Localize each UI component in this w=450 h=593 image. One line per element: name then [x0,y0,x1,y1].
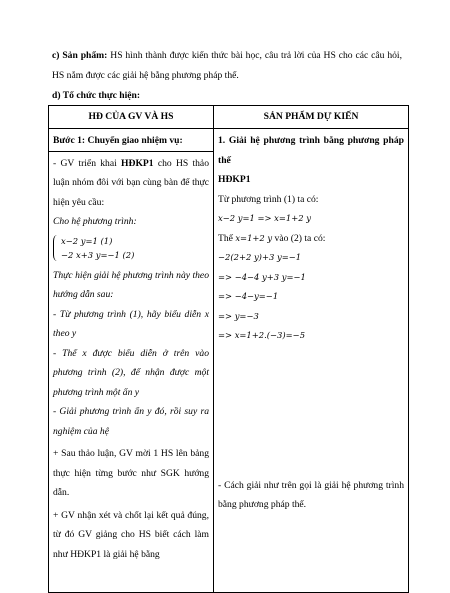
solution-math-5: => y=−3 [218,310,259,321]
solution-line-2: Thế x=1+2 y vào (2) ta có: [218,232,326,244]
hint-2: - Thế x được biểu diễn ở trên vào phương trình (2), để nhận được một phương trình một ẩn y [53,347,209,398]
teacher-student-cell [49,129,214,593]
equation-2: −2 x+3 y=−1 (2) [61,249,135,260]
solution-line-1: Từ phương trình (1) ta có: [218,193,319,205]
hint-1: - Từ phương trình (1), hãy biểu diễn x theo y [53,308,209,339]
col1-header: HĐ CỦA GV VÀ HS [49,106,214,129]
solution-math-3: => −4−4 y+3 y=−1 [218,271,306,282]
task-intro: - GV triển khai HĐKP1 cho HS thảo luận nhóm đôi với bạn cùng bàn để thực hiện yêu cầu: [53,157,209,208]
given-system-label: Cho hệ phương trình: [53,216,137,227]
expected-product-cell [214,129,409,593]
product-paragraph [52,46,402,86]
brace-icon [53,235,58,261]
discussion-step: + Sau thảo luận, GV mời 1 HS lên bảng thực hiện từng bước như SGK hướng dẫn. [53,448,209,498]
section-c-label: c) Sản phẩm: [52,50,108,61]
col2-header: SẢN PHẨM DỰ KIẾN [214,106,409,129]
equation-system [53,234,209,262]
conclusion-step: + GV nhận xét và chốt lại kết quả đúng, từ đó GV giảng cho HS biết cách làm như HĐKP1 là giải hệ bằng [53,509,209,560]
hint-3: - Giải phương trình ẩn y đó, rồi suy ra nghiệm của hệ [53,406,209,437]
activity-table [48,105,409,593]
product-subtitle: HĐKP1 [218,174,251,185]
section-c-text: HS hình thành được kiến thức bài học, câu trả lời của HS cho các câu hỏi, HS nắm được các giải hệ bằng phương pháp thế. [52,50,403,81]
solution-math-6: => x=1+2.(−3)=−5 [218,330,306,340]
solution-math-1: x−2 y=1 => x=1+2 y [218,213,311,223]
method-note: - Cách giải như trên gọi là giải hệ phương trình bằng phương pháp thế. [218,479,404,510]
equation-1: x−2 y=1 (1) [61,235,113,246]
section-d-heading: d) Tổ chức thực hiện: [52,90,141,101]
step1-title: Bước 1: Chuyển giao nhiệm vụ: [53,135,183,146]
product-title: 1. Giải hệ phương trình bằng phương pháp thế [218,135,404,166]
solution-math-4: => −4−y=−1 [218,291,279,301]
solution-math-2: −2(2+2 y)+3 y=−1 [218,252,302,262]
task-instruction: Thực hiện giải hệ phương trình này theo hướng dẫn sau: [53,269,209,300]
